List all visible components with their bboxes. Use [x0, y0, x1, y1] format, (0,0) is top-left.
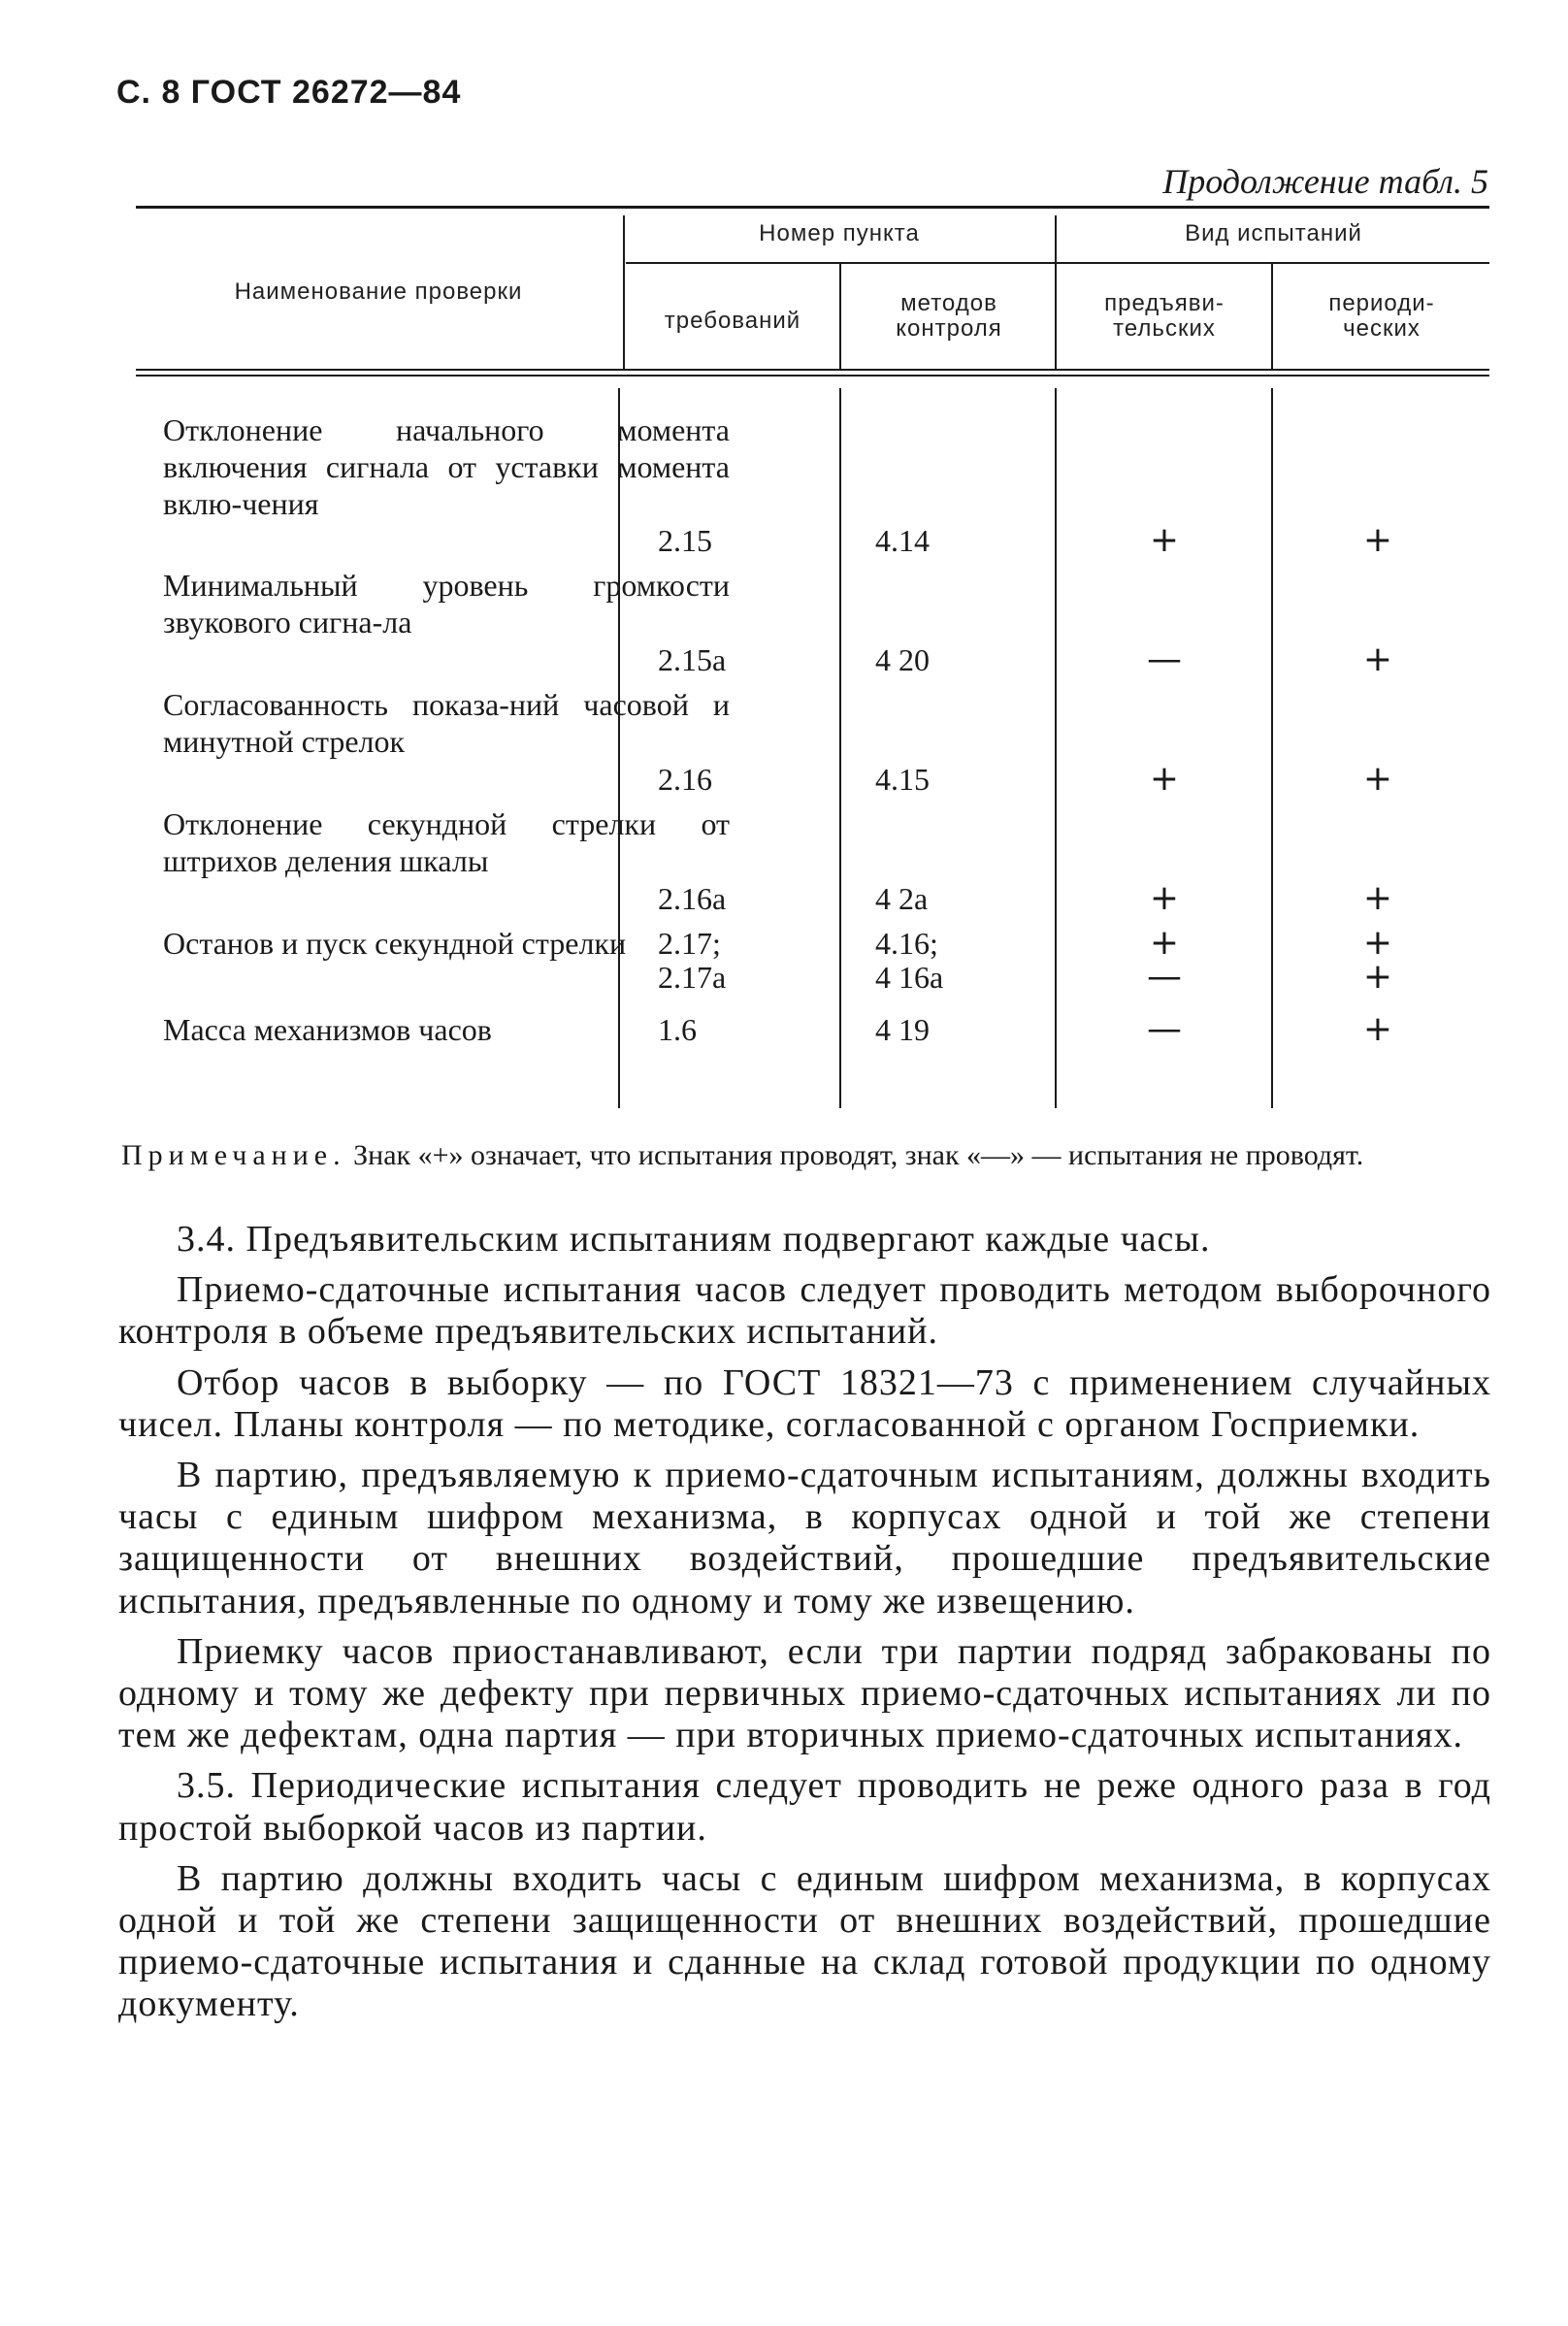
note-label: Примечание. [121, 1139, 346, 1171]
table-cell-method: 4 19 [875, 1012, 930, 1047]
table-row-name: Останов и пуск секундной стрелки [163, 926, 627, 961]
column-header-periodic [1274, 291, 1489, 342]
column-header-methods-line2: контроля [896, 315, 1002, 342]
group-header-test-type: Вид испытаний [1185, 220, 1362, 246]
table-cell-req: 2.15 [658, 523, 712, 558]
column-header-methods [842, 291, 1056, 342]
table-cell-acceptance: + [1149, 923, 1180, 963]
table-cell-acceptance: + [1149, 878, 1180, 918]
table-cell-method: 4.15 [875, 762, 930, 797]
table-cell-periodic: + [1362, 878, 1393, 918]
column-header-acceptance-line1: предъяви- [1104, 290, 1225, 316]
group-header-item-number: Номер пункта [759, 220, 920, 246]
table-cell-req: 2.16а [658, 881, 727, 916]
table-cell-method-2: 4 16а [875, 960, 944, 995]
column-header-acceptance [1058, 291, 1271, 342]
paragraph-3-4: 3.4. Предъявительским испытаниям подвергают каждые часы. [177, 1219, 1211, 1260]
table-row-name: Отклонение начального момента включения сигнала от уставки момента вклю-чения [163, 412, 730, 521]
table-cell-periodic: + [1362, 639, 1393, 679]
header-divider-1 [623, 215, 625, 371]
note-text: Знак «+» означает, что испытания проводят, знак «—» — испытания не проводят. [353, 1139, 1364, 1171]
table-cell-acceptance: — [1147, 639, 1182, 679]
body-divider-4 [1271, 388, 1273, 1108]
paragraph-sample-selection: Отбор часов в выборку — по ГОСТ 18321—73 с применением случайных чисел. Планы контроля — по методике, согласованной с органом Госприемки. [118, 1361, 1491, 1445]
paragraph-3-5: 3.5. Периодические испытания следует проводить не реже одного раза в год простой выборкой часов из партии. [118, 1765, 1491, 1849]
table-cell-method: 4.14 [875, 523, 930, 558]
column-header-acceptance-line2: тельских [1113, 315, 1216, 342]
table-cell-acceptance-2: — [1147, 957, 1182, 997]
test-table [136, 206, 1489, 1108]
table-cell-req: 1.6 [658, 1012, 697, 1047]
table-cell-req: 2.16 [658, 762, 712, 797]
table-cell-method: 4.16; [875, 926, 938, 961]
paragraph-periodic-batch: В партию должны входить часы с единым шифром механизма, в корпусах одной и той же степени защищенности от внешних воздействий, прошедшие приемо-сдаточные испытания и сданные на склад готовой продукции по одному документу. [118, 1857, 1491, 2025]
table-row-name: Отклонение секундной стрелки от штрихов деления шкалы [163, 806, 730, 878]
paragraph-acceptance-sampling: Приемо-сдаточные испытания часов следует проводить методом выборочного контроля в объеме предъявительских испытаний. [118, 1269, 1491, 1353]
table-cell-req: 2.15а [658, 642, 727, 677]
table-cell-acceptance: + [1149, 759, 1180, 799]
table-note [121, 1137, 1489, 1174]
column-header-periodic-line2: ческих [1343, 315, 1421, 342]
table-cell-req: 2.17; [658, 926, 721, 961]
column-header-periodic-line1: периоди- [1328, 290, 1435, 316]
body-divider-3 [1055, 388, 1057, 1108]
paragraph-batch-composition: В партию, предъявляемую к приемо-сдаточным испытаниям, должны входить часы с единым шифром механизма, в корпусах одной и той же степени защищенности от внешних воздействий, прошедшие предъявительские испытания, предъявленные по одному и тому же извещению. [118, 1455, 1491, 1622]
header-bottom-rule-1 [136, 369, 1489, 371]
table-cell-periodic: + [1362, 759, 1393, 799]
table-cell-acceptance: + [1149, 520, 1180, 560]
main-text [118, 1219, 1491, 2035]
table-cell-periodic: + [1362, 520, 1393, 560]
table-row-name: Минимальный уровень громкости звукового сигна-ла [163, 568, 730, 639]
header-bottom-rule-2 [136, 375, 1489, 377]
header-divider-2 [839, 264, 841, 371]
table-row-name: Согласованность показа-ний часовой и минутной стрелок [163, 687, 730, 759]
table-cell-periodic: + [1362, 923, 1393, 963]
table-continuation-label: Продолжение табл. 5 [1162, 162, 1488, 201]
paragraph-acceptance-suspension: Приемку часов приостанавливают, если три партии подряд забракованы по одному и тому же дефекту при первичных приемо-сдаточных испытаниях ли по тем же дефектам, одна партия — при вторичных приемо-сдаточных испытаниях. [118, 1630, 1491, 1756]
body-divider-2 [839, 388, 841, 1108]
table-cell-method: 4 2а [875, 881, 929, 916]
table-cell-periodic-2: + [1362, 957, 1393, 997]
header-divider-4 [1271, 264, 1273, 371]
table-cell-method: 4 20 [875, 642, 930, 677]
column-header-methods-line1: методов [900, 290, 997, 316]
table-cell-periodic: + [1362, 1009, 1393, 1049]
table-cell-acceptance: — [1147, 1009, 1182, 1049]
column-header-name: Наименование проверки [234, 278, 523, 305]
table-cell-req-2: 2.17а [658, 960, 727, 995]
page-reference: С. 8 ГОСТ 26272—84 [116, 74, 462, 111]
column-header-requirements: требований [664, 308, 801, 334]
table-row-name: Масса механизмов часов [163, 1012, 492, 1047]
table-top-rule [136, 206, 1489, 209]
